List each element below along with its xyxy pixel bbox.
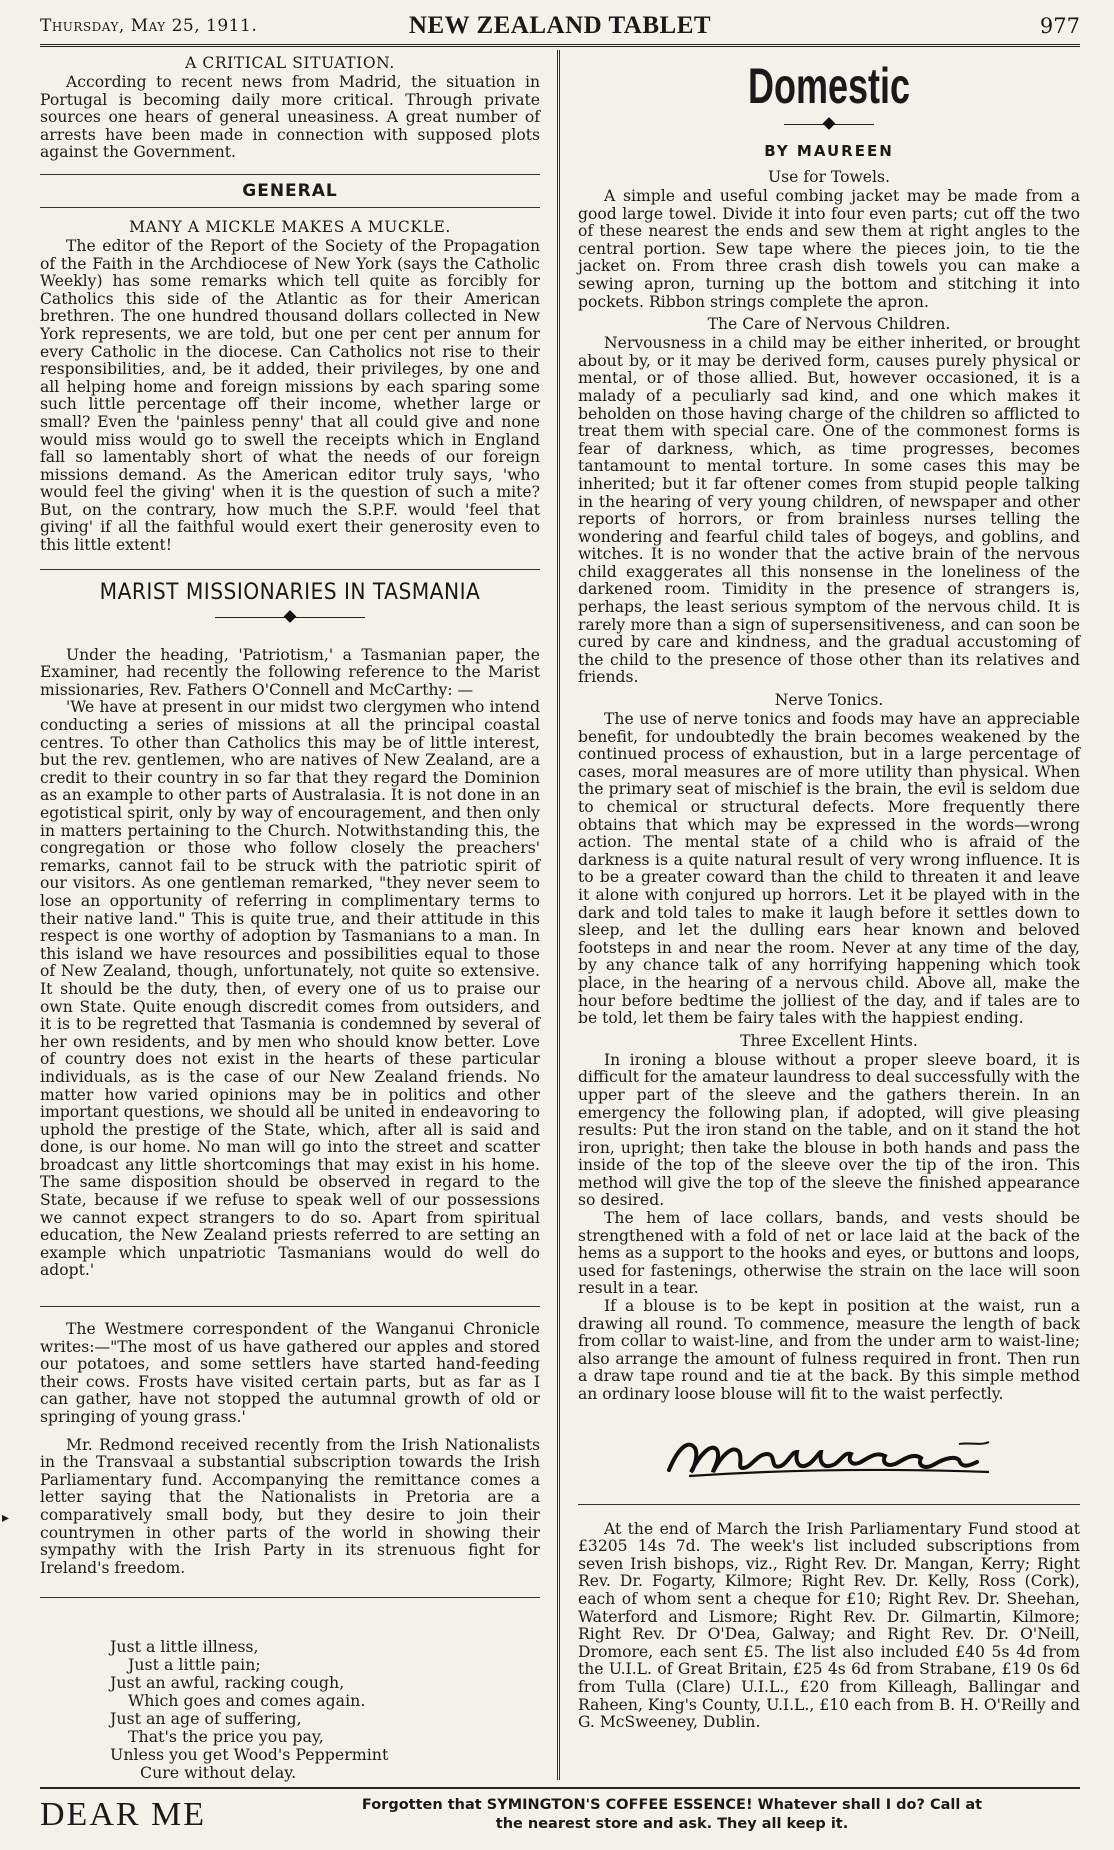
nervous-title: The Care of Nervous Children.: [707, 315, 951, 334]
mickle-body: The editor of the Report of the Society of the Propagation of the Faith in the Archdiocese of New York (says the Catholic Weekly) has some remarks which tell quite as forcibly for Catholics this side of the Atlantic as for their American brethren. The one hundred thousand dollars collected in New York represents, we are told, but one per cent per annum for every Catholic in the diocese. Can Catholics not rise to their responsibilities, and, be it added, their privileges, by one and all helping home and foreign missions by each sparing some such little percentage off their income, whether large or small? Even the 'painless penny' that all could give and none would miss would go to swell the receipts which in England fall so lamentably short of what the needs of our foreign missions demand. As the American editor truly says, 'who would feel the giving' when it is the question of such a mite? But, on the contrary, how much the S.P.F. would 'feel that giving' if all the faithful would exert their generosity even to this little extent!: [40, 236, 540, 555]
marist-body: 'We have at present in our midst two clergymen who intend conducting a series of missions at all the principal coastal centres. To other than Catholics this may be of little interest, but the rev. gentlemen, who are natives of New Zealand, are a credit to their country in so far that they regard the Dominion as an example to other parts of Australasia. It is not done in an egotistical spirit, only by way of encouragement, and then only in matters pertaining to the Church. Notwithstanding this, the congregation or those who follow closely the preachers' remarks, cannot fail to be struck with the patriotic spirit of our visitors. As one gentleman remarked, "they never seem to lose an opportunity of referring in complimentary terms to their native land." This is quite true, and their attitude in this respect is one worthy of adoption by Tasmanians to a man. In this island we have resources and possibilities equal to those of New Zealand, though, unfortunately, not quite so extensive. It should be the duty, then, of every one of us to praise our own State. Quite enough discredit comes from outsiders, and it is to be regretted that Tasmania is condemned by several of her own residents, and by men who should know better. Love of country does not exist in the hearts of these particular individuals, as is the case of our New Zealand friends. No matter how varied opinions may be in politics and other important questions, we should all be united in endeavoring to uphold the prestige of the State, which, after all is said and done, is our home. No man will go into the street and scatter broadcast any little shortcomings that may exist in his home. The same disposition should be observed in regard to the State, because if we refuse to speak well of our possessions we cannot expect strangers to do so. Apart from spiritual education, the New Zealand priests referred to are setting an example which unpatriotic Tasmanians would do well do adopt.': [40, 698, 540, 1280]
redmond-paragraph: Mr. Redmond received recently from the Irish Nationalists in the Transvaal a substantial subscription towards the Irish Parliamentary fund. Accompanying the remittance comes a letter saying that the Nationalists in Pretoria are a comparatively small body, but they desire to join their countrymen in other parts of the world in showing their sympathy with the Irish Party in its strenuous fight for Ireland's freedom.: [40, 1435, 540, 1577]
poem-line: Just an age of suffering,: [110, 1709, 302, 1729]
hints-body-1: In ironing a blouse without a proper sleeve board, it is difficult for the amateur laundress to deal successfully with the upper part of the sleeve and the gathers therein. In an emergency the following plan, if adopted, will give pleasing results: Put the iron stand on the table, and on it stand the hot iron, upright; then take the blouse in both hands and pass the inside of the top of the sleeve over the tip of the iron. This method will give the top of the sleeve the finished appearance so desired.: [578, 1050, 1080, 1210]
towels-body: A simple and useful combing jacket may be made from a good large towel. Divide it into four even parts; cut off the two of these nearest the ends and sew them at right angles to the central portion. Sew tape where the pieces join, to tie the jacket on. From three crash dish towels you can make a sewing apron, turning up the bottom and stitching it into pockets. Ribbon strings complete the apron.: [578, 187, 1080, 311]
column-divider: [557, 50, 560, 1780]
tonics-body: The use of nerve tonics and foods may have an appreciable benefit, for undoubtedly the brain becomes weakened by the continued process of exhaustion, but in a large percentage of cases, moral measures are of more utility than physical. When the primary seat of mischief is the brain, the evil is seldom due to chemical or structural defects. More frequently there obtains that which may be expressed in the words—wrong action. The mental state of a child who is afraid of the darkness is a quite natural result of very wrong influence. It is to be a greater coward than the child to threaten it and leave it alone with conjured up horrors. Let it be played with in the dark and told tales to make it laugh before it settles down to sleep, and let the dulling ears hear known and beloved footsteps in and near the room. Never at any time of the day, by any chance talk of any horrifying happening which took place, in the hearing of a nervous child. Above all, make the hour before bedtime the jolliest of the day, and if tales are to be told, let them be fairy tales with the happiest ending.: [578, 710, 1080, 1028]
hints-body-2: The hem of lace collars, bands, and vests should be strengthened with a fold of net or lace laid at the back of the hems as a support to the hooks and eyes, or buttons and loops, used for fastenings, otherwise the strain on the lace will soon result in a tear.: [578, 1209, 1080, 1298]
tonics-title: Nerve Tonics.: [774, 691, 884, 710]
header-page-number: 977: [1039, 14, 1080, 38]
poem-line: Just a little pain;: [128, 1655, 261, 1675]
section-rule: [578, 1504, 1080, 1505]
towels-title: Use for Towels.: [767, 168, 890, 186]
advert-line-2: the nearest store and ask. They all keep it.: [495, 1816, 849, 1832]
footer-advert: [40, 1794, 1080, 1842]
marist-heading: MARIST MISSIONARIES IN TASMANIA: [99, 579, 481, 605]
diamond-divider: [215, 611, 365, 625]
hints-body-3: If a blouse is to be kept in position at the waist, run a drawing all round. To commence, measure the length of back from collar to waist-line, and from the under arm to waist-line; also arrange the amount of fulness required in front. Then run a draw tape round and tie at the back. By this simple method an ordinary loose blouse will fit to the waist perfectly.: [578, 1297, 1080, 1403]
header-title: NEW ZEALAND TABLET: [408, 12, 712, 39]
diamond-divider: [784, 118, 874, 132]
coffee-essence-advert: [282, 1796, 1062, 1834]
general-heading: GENERAL: [242, 180, 338, 201]
poem-line: Just an awful, racking cough,: [110, 1673, 345, 1693]
nervous-body: Nervousness in a child may be either inherited, or brought about by, or it may be derived form, causes purely physical or mental, or of those allied. But, however occasioned, it is a malady of a peculiarly sad kind, and one which makes it beholden on those having charge of the children so afflicted to treat them with special care. One of the commonest forms is fear of darkness, which, as time progresses, becomes tantamount to mental torture. In some cases this may be inherited; but it far oftener comes from stupid people talking in the hearing of very young children, of newspaper and other reports of horrors, or from brainless nurses telling the wondering and fearful child tales of bogeys, and goblins, and witches. It is no wonder that the active brain of the nervous child exaggerates all this nonsense in the loneliness of the darkened room. Timidity in the presence of strangers is, perhaps, the least serious symptom of the nervous child. It is rarely more than a sign of supersensitiveness, and can soon be cured by care and kindness, and the gradual accustoming of the child to the presence of those other than its relatives and friends.: [578, 334, 1080, 687]
page-header: [40, 10, 1080, 47]
advert-line-1: Forgotten that SYMINGTON'S COFFEE ESSENCE! Whatever shall I do? Call at: [361, 1797, 983, 1813]
poem-advert: [110, 1638, 540, 1782]
right-column: [578, 52, 1080, 1732]
poem-line: Cure without delay.: [140, 1763, 297, 1783]
poem-line: Unless you get Wood's Peppermint: [110, 1745, 389, 1765]
page-marker-icon: ▸: [2, 1510, 10, 1526]
westmere-paragraph: The Westmere correspondent of the Wanganui Chronicle writes:—"The most of us have gathered our apples and stored our potatoes, and some settlers have started hand-feeding their cows. Frosts have visited certain parts, but as far as I can gather, have not stopped the autumnal growth of old or springing of young grass.': [40, 1320, 540, 1426]
section-rule: [40, 569, 540, 570]
section-rule: [40, 207, 540, 208]
fund-paragraph: At the end of March the Irish Parliamentary Fund stood at £3205 14s 7d. The week's list included subscriptions from seven Irish bishops, viz., Right Rev. Dr. Mangan, Kerry; Right Rev. Dr. Fogarty, Kilmore; Right Rev. Dr. Kelly, Ross (Cork), each of whom sent a cheque for £10; Right Rev. Dr. Sheehan, Waterford and Lismore; Right Rev. Dr. Gilmartin, Kilmore; Right Rev. Dr O'Dea, Galway; and Right Rev. Dr. O'Neill, Dromore, each sent £5. The list also included £40 5s 4d from the U.I.L. of Great Britain, £25 4s 6d from Strabane, £19 0s 6d from Tulla (Clare) U.I.L., £20 from Killeagh, Ballingar and Raheen, King's County, U.I.L., £10 each from B. H. O'Reilly and G. McSweeney, Dublin.: [578, 1519, 1080, 1732]
header-date: Thursday, May 25, 1911.: [40, 16, 258, 36]
marist-intro: Under the heading, 'Patriotism,' a Tasmanian paper, the Examiner, had recently the following reference to the Marist missionaries, Rev. Fathers O'Connell and McCarthy: —: [40, 645, 540, 699]
poem-line: That's the price you pay,: [128, 1727, 324, 1747]
poem-line: Just a little illness,: [110, 1637, 259, 1657]
section-rule: [40, 1306, 540, 1307]
footer-rule: [40, 1787, 1080, 1789]
byline: BY MAUREEN: [764, 142, 894, 160]
section-rule: [40, 1597, 540, 1598]
poem-line: Which goes and comes again.: [128, 1691, 366, 1711]
maureen-signature: [659, 1426, 999, 1486]
hints-title: Three Excellent Hints.: [740, 1031, 918, 1050]
left-column: [40, 52, 540, 1782]
critical-situation-body: According to recent news from Madrid, the situation in Portugal is becoming daily more critical. Through private sources one hears of general uneasiness. A great number of arrests have been made in connection with supposed plots against the Government.: [40, 73, 540, 162]
dear-me-heading: DEAR ME: [40, 1796, 207, 1833]
section-rule: [40, 174, 540, 175]
mickle-title: MANY A MICKLE MAKES A MUCKLE.: [129, 217, 451, 236]
critical-situation-title: A CRITICAL SITUATION.: [185, 54, 395, 72]
domestic-heading: Domestic: [747, 58, 911, 114]
